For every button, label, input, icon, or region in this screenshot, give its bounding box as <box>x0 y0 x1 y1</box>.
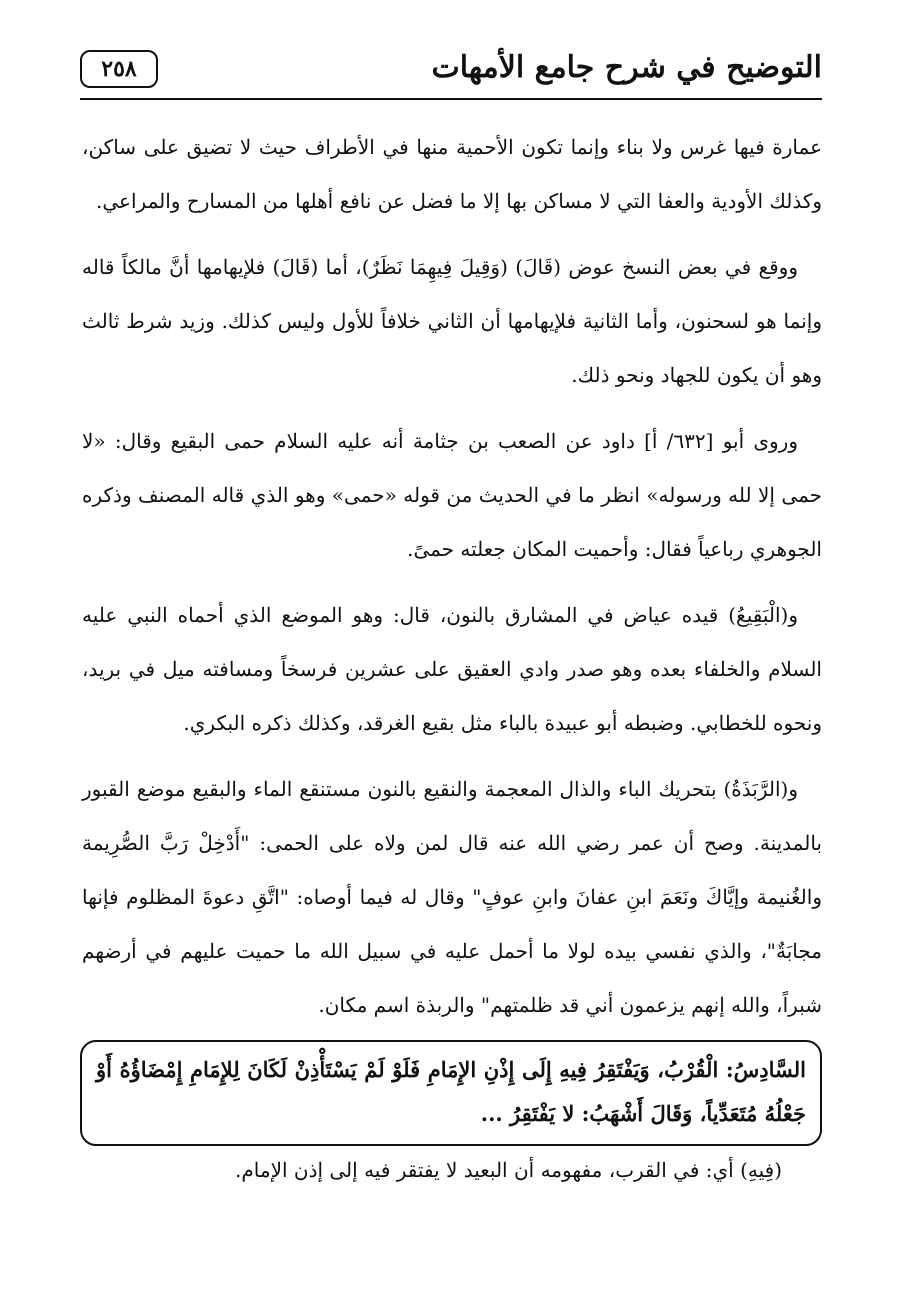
commentary-body <box>82 120 822 1032</box>
matn-box <box>80 1040 822 1146</box>
closing-commentary: (فِيهِ) أي: في القرب، مفهومه أن البعيد لا يفتقر فيه إلى إذن الإمام. <box>235 1158 782 1182</box>
paragraph-4: و(الْبَقِيعُ) قيده عياض في المشارق بالنون، قال: وهو الموضع الذي أحماه النبي عليه السلام والخلفاء بعده وهو صدر وادي العقيق على عشرين فرسخاً ومسافته ميل في بريد، ونحوه للخطابي. وضبطه أبو عبيدة بالباء مثل بقيع الغرقد، وكذلك ذكره البكري. <box>82 603 822 735</box>
header-divider <box>80 98 822 100</box>
paragraph-1: عمارة فيها غرس ولا بناء وإنما تكون الأحمية منها في الأطراف حيث لا تضيق على ساكن، وكذلك الأودية والعفا التي لا مساكن بها إلا ما فضل عن نافع أهلها من المسارح والمراعي. <box>82 135 822 213</box>
paragraph-2: ووقع في بعض النسخ عوض (قَالَ) (وَقِيلَ فِيهِمَا نَظَرٌ)، أما (قَالَ) فلإيهامها أنَّ مالكاً قاله وإنما هو لسحنون، وأما الثانية فلإيهامها أن الثاني خلافاً للأول وليس كذلك. وزيد شرط ثالث وهو أن يكون للجهاد ونحو ذلك. <box>82 255 822 387</box>
paragraph-3: وروى أبو [٦٣٢/ أ] داود عن الصعب بن جثامة أنه عليه السلام حمى البقيع وقال: «لا حمى إلا لله ورسوله» انظر ما في الحديث من قوله «حمى» وهو الذي قاله المصنف وذكره الجوهري رباعياً فقال: وأحميت المكان جعلته حمىً. <box>82 429 822 561</box>
running-title: التوضيح في شرح جامع الأمهات <box>431 50 822 85</box>
page-number: ٢٥٨ <box>80 50 158 88</box>
matn-text: السَّادِسُ: الْقُرْبُ، وَيَفْتَقِرُ فِيهِ إِلَى إِذْنِ الإِمَامِ فَلَوْ لَمْ يَسْتَأْذِنْ لَكَانَ لِلإِمَامِ إِمْضَاؤُهُ أَوْ جَعْلُهُ مُتَعَدِّياً، وَقَالَ أَشْهَبُ: لا يَفْتَقِرُ ... <box>96 1057 806 1126</box>
page-header <box>80 44 822 100</box>
paragraph-5: و(الرَّبَذَةُ) بتحريك الباء والذال المعجمة والنقيع بالنون مستنقع الماء والبقيع موضع القبور بالمدينة. وصح أن عمر رضي الله عنه قال لمن ولاه على الحمى: "أَدْخِلْ رَبَّ الصُّرِيمة والغُنيمة وإيَّاكَ ونَعَمَ ابنِ عفانَ وابنِ عوفٍ" وقال له فيما أوصاه: "اتَّقِ دعوةَ المظلوم فإنها مجابَةٌ"، والذي نفسي بيده لولا ما أحمل عليه في سبيل الله ما حميت عليهم في أرضهم شبراً، والله إنهم يزعمون أني قد ظلمتهم" والربذة اسم مكان. <box>82 777 822 1017</box>
